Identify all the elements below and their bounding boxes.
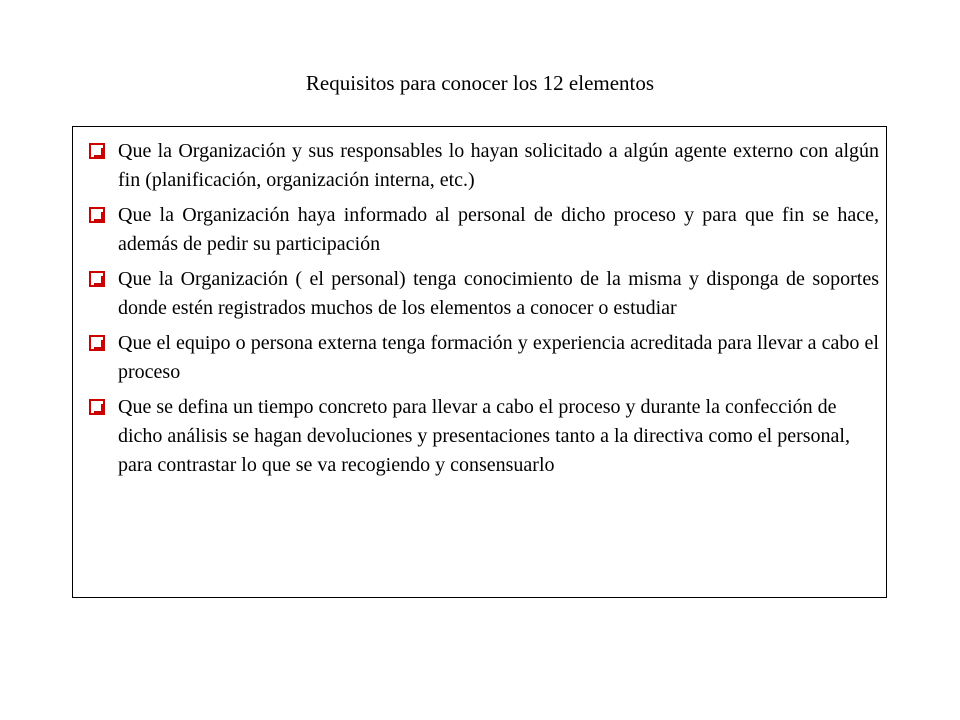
list-item-text: Que la Organización ( el personal) tenga conocimiento de la misma y disponga de soportes donde estén registrados muchos de los elementos a conocer o estudiar (118, 268, 879, 319)
list-item-text: Que la Organización haya informado al personal de dicho proceso y para que fin se hace, además de pedir su participación (118, 204, 879, 255)
list-item-text: Que el equipo o persona externa tenga formación y experiencia acreditada para llevar a cabo el proceso (118, 332, 879, 383)
list-item (89, 329, 879, 387)
square-bullet-icon (89, 143, 105, 159)
requirements-list (73, 127, 886, 480)
requirements-box (72, 126, 887, 598)
square-bullet-icon (89, 399, 105, 415)
list-item (89, 393, 879, 480)
square-bullet-icon (89, 335, 105, 351)
slide-title: Requisitos para conocer los 12 elementos (305, 71, 655, 95)
list-item-text: Que la Organización y sus responsables lo hayan solicitado a algún agente externo con algún fin (planificación, organización interna, etc.) (118, 140, 879, 191)
list-item (89, 265, 879, 323)
list-item-text: Que se defina un tiempo concreto para llevar a cabo el proceso y durante la confección de dicho análisis se hagan devoluciones y presentaciones tanto a la directiva como el personal, para contrastar lo que se va recogiendo y consensuarlo (118, 396, 850, 476)
square-bullet-icon (89, 207, 105, 223)
list-item (89, 137, 879, 195)
list-item (89, 201, 879, 259)
square-bullet-icon (89, 271, 105, 287)
